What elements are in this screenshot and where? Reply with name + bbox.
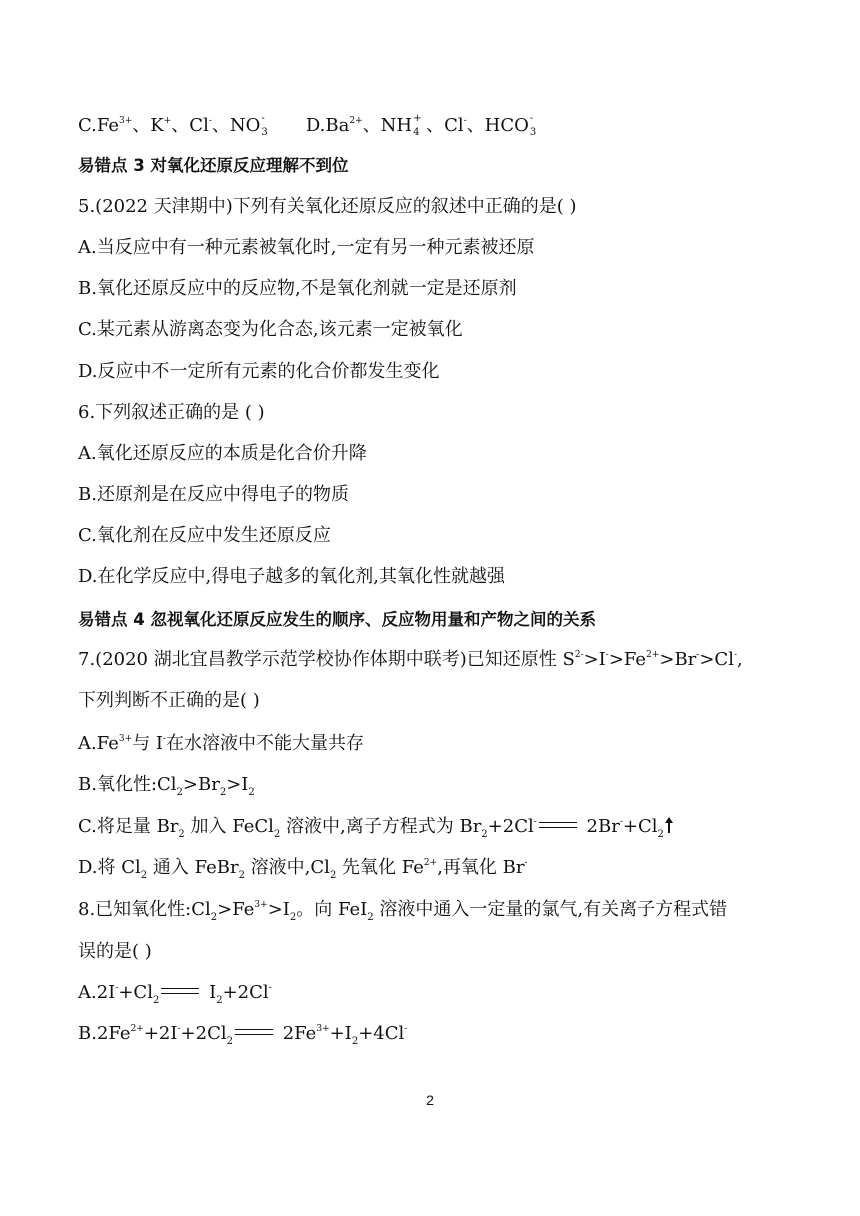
option-text: +2Cl bbox=[222, 982, 269, 1003]
question-6-option-a: A.氧化还原反应的本质是化合价升降 bbox=[78, 443, 367, 464]
option-text: 与 I bbox=[132, 733, 164, 754]
charge-superscript: 2+ bbox=[423, 858, 438, 868]
charge-superscript: - bbox=[115, 983, 119, 993]
stem-text: >I bbox=[267, 899, 290, 920]
question-5-option-b: B.氧化还原反应中的反应物,不是氧化剂就一定是还原剂 bbox=[78, 278, 517, 299]
option-text: +I bbox=[329, 1023, 352, 1044]
question-7-option-a bbox=[78, 732, 364, 759]
subscript: 2 bbox=[657, 829, 664, 840]
subscript: 2 bbox=[178, 829, 185, 840]
option-text: +4Cl bbox=[358, 1023, 405, 1044]
page-number: 2 bbox=[426, 1092, 434, 1108]
charge-superscript: + bbox=[163, 116, 172, 126]
question-5-option-a: A.当反应中有一种元素被氧化时,一定有另一种元素被还原 bbox=[78, 237, 535, 258]
gas-up-arrow-icon bbox=[664, 817, 674, 833]
option-text: 先氧化 Fe bbox=[336, 857, 424, 878]
option-text: B.氧化性:Cl bbox=[78, 774, 177, 795]
option-d-text: D.Ba bbox=[305, 115, 350, 136]
question-5-option-d: D.反应中不一定所有元素的化合价都发生变化 bbox=[78, 361, 440, 382]
charge-superscript: - bbox=[529, 113, 534, 124]
charge-superscript: + bbox=[413, 113, 422, 124]
question-7-stem-line-2: 下列判断不正确的是( ) bbox=[78, 690, 260, 711]
charge-superscript: - bbox=[524, 858, 528, 868]
subscript: 2 bbox=[210, 912, 218, 923]
ion-text: 、Cl bbox=[171, 115, 209, 136]
option-text: A.2I bbox=[78, 982, 116, 1003]
option-text: D.将 Cl bbox=[78, 857, 141, 878]
reaction-equals-sign bbox=[539, 822, 577, 828]
section-heading-3: 易错点 3 对氧化还原反应理解不到位 bbox=[78, 156, 349, 175]
option-c-text: C.Fe bbox=[78, 115, 120, 136]
option-text: 2Fe bbox=[277, 1023, 317, 1044]
stem-text: 7.(2020 湖北宜昌教学示范学校协作体期中联考)已知还原性 S bbox=[78, 649, 575, 670]
sub-sup-stack bbox=[529, 114, 543, 138]
sub-sup-stack bbox=[260, 114, 274, 138]
charge-superscript: 3+ bbox=[316, 1024, 330, 1034]
option-text: I bbox=[203, 982, 217, 1003]
charge-superscript: - bbox=[619, 817, 623, 827]
subscript: 2 bbox=[289, 912, 297, 923]
ion-text: 、HCO bbox=[466, 115, 529, 136]
question-8-stem-line-1 bbox=[78, 898, 727, 925]
charge-superscript: - bbox=[208, 116, 212, 126]
option-text: C.将足量 Br bbox=[78, 816, 179, 837]
stem-text: >Fe bbox=[608, 649, 647, 670]
sub-sup-stack bbox=[412, 114, 426, 138]
option-text: >I bbox=[226, 774, 249, 795]
charge-superscript: - bbox=[733, 650, 738, 660]
charge-superscript: - bbox=[533, 817, 537, 827]
subscript: 2 bbox=[219, 787, 227, 798]
question-7-option-d bbox=[78, 856, 528, 883]
question-6-stem: 6.下列叙述正确的是 ( ) bbox=[78, 402, 265, 423]
subscript: 3 bbox=[261, 127, 268, 138]
charge-superscript: 2+ bbox=[349, 116, 363, 126]
charge-superscript: 2- bbox=[574, 650, 584, 660]
question-6-option-c: C.氧化剂在反应中发生还原反应 bbox=[78, 525, 331, 546]
question-7-stem-line-1 bbox=[78, 648, 743, 675]
ion-text: 、NH bbox=[362, 115, 413, 136]
option-text: 通入 FeBr bbox=[147, 857, 239, 878]
charge-superscript: - bbox=[605, 650, 609, 660]
ion-text: 、K bbox=[132, 115, 164, 136]
charge-superscript: 3+ bbox=[119, 116, 133, 126]
reaction-equals-sign bbox=[161, 988, 199, 994]
option-text: A.Fe bbox=[78, 733, 119, 754]
question-5-option-c: C.某元素从游离态变为化合态,该元素一定被氧化 bbox=[78, 319, 463, 340]
option-text: +2Cl bbox=[487, 816, 534, 837]
question-8-option-a bbox=[78, 981, 272, 1008]
subscript: 2 bbox=[140, 870, 148, 881]
subscript: 4 bbox=[413, 127, 420, 138]
subscript: 2 bbox=[226, 1036, 233, 1047]
question-7-option-b bbox=[78, 773, 255, 800]
option-text: 在水溶液中不能大量共存 bbox=[166, 733, 365, 754]
charge-superscript: - bbox=[163, 734, 167, 744]
question-8-option-b bbox=[78, 1022, 407, 1049]
subscript: 2 bbox=[176, 787, 183, 798]
stem-text: >I bbox=[583, 649, 606, 670]
question-7-option-c bbox=[78, 815, 674, 842]
stem-text: >Fe bbox=[217, 899, 255, 920]
section-heading-4: 易错点 4 忽视氧化还原反应发生的顺序、反应物用量和产物之间的关系 bbox=[78, 610, 596, 629]
option-text: 溶液中,Cl bbox=[244, 857, 330, 878]
charge-superscript: - bbox=[696, 650, 700, 660]
stem-text: >Cl bbox=[699, 649, 734, 670]
charge-superscript: 2+ bbox=[130, 1024, 144, 1034]
subscript: 2 bbox=[238, 870, 245, 881]
subscript: 2 bbox=[152, 995, 160, 1006]
stem-text: 8.已知氧化性:Cl bbox=[78, 899, 211, 920]
stem-text: >Br bbox=[659, 649, 697, 670]
charge-superscript: - bbox=[261, 113, 265, 124]
charge-superscript: - bbox=[177, 1024, 181, 1034]
subscript: 2 bbox=[248, 787, 255, 798]
reaction-equals-sign bbox=[235, 1029, 273, 1035]
ion-text: 、Cl bbox=[426, 115, 464, 136]
charge-superscript: - bbox=[404, 1024, 408, 1034]
charge-superscript: - bbox=[268, 983, 272, 993]
stem-text: 。向 FeI bbox=[296, 899, 368, 920]
ion-text: 、NO bbox=[211, 115, 261, 136]
option-text: +2I bbox=[143, 1023, 178, 1044]
question-5-stem: 5.(2022 天津期中)下列有关氧化还原反应的叙述中正确的是( ) bbox=[78, 196, 577, 217]
option-text: >Br bbox=[182, 774, 220, 795]
option-text: 2Br bbox=[580, 816, 620, 837]
stem-text: , bbox=[737, 649, 743, 670]
question-6-option-d: D.在化学反应中,得电子越多的氧化剂,其氧化性就越强 bbox=[78, 566, 505, 587]
option-text: ,再氧化 Br bbox=[437, 857, 525, 878]
charge-superscript: 2+ bbox=[646, 650, 660, 660]
subscript: 2 bbox=[351, 1036, 359, 1047]
subscript: 2 bbox=[481, 829, 488, 840]
option-text: 加入 FeCl bbox=[184, 816, 274, 837]
charge-superscript: - bbox=[463, 116, 467, 126]
option-text: +2Cl bbox=[180, 1023, 227, 1044]
question-8-stem-line-2: 误的是( ) bbox=[78, 941, 152, 962]
subscript: 2 bbox=[216, 995, 223, 1006]
option-text: +Cl bbox=[622, 816, 658, 837]
charge-superscript: 3+ bbox=[118, 734, 133, 744]
option-text: 溶液中,离子方程式为 Br bbox=[280, 816, 482, 837]
subscript: 2 bbox=[367, 912, 374, 923]
stem-text: 溶液中通入一定量的氯气,有关离子方程式错 bbox=[373, 899, 728, 920]
subscript: 3 bbox=[529, 127, 537, 138]
option-text: +Cl bbox=[118, 982, 153, 1003]
options-c-d-line bbox=[78, 114, 543, 141]
charge-superscript: 3+ bbox=[254, 900, 268, 910]
subscript: 2 bbox=[273, 829, 281, 840]
option-text: B.2Fe bbox=[78, 1023, 131, 1044]
question-6-option-b: B.还原剂是在反应中得电子的物质 bbox=[78, 484, 349, 505]
subscript: 2 bbox=[329, 870, 337, 881]
